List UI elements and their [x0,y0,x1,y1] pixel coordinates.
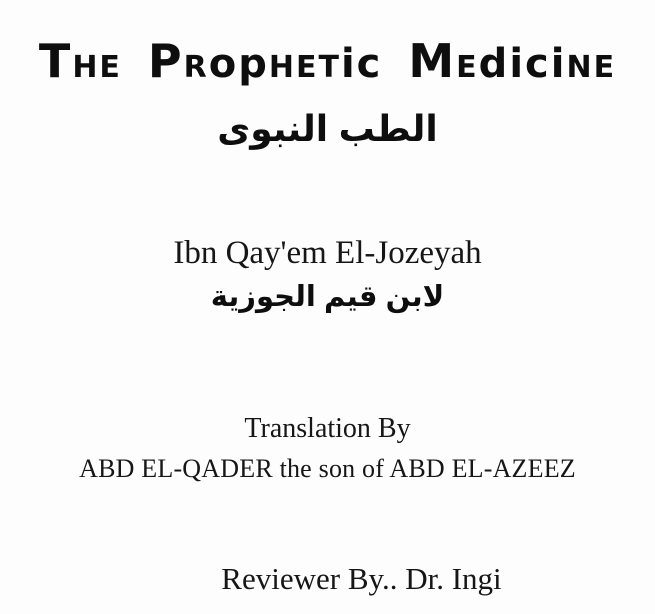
translator-name: ABD EL-QADER the son of ABD EL-AZEEZ [79,454,576,483]
title-letter: M [408,34,457,88]
title-word [147,34,383,88]
title-letter: E [593,50,617,85]
title-letter: i [509,41,526,87]
title-word [408,34,617,88]
title-letter: R [183,50,209,85]
title-letter: o [208,41,239,87]
title-letter: c [356,41,383,87]
title-letter: i [550,41,567,87]
title-letter: E [99,50,122,85]
title-letter: T [38,34,73,88]
title-letter: p [238,41,269,87]
title-letter: c [525,41,551,87]
book-title-english [0,34,655,88]
title-letter: T [318,50,341,85]
title-letter: i [340,41,357,87]
title-letter: H [268,50,296,85]
author-name-english: Ibn Qay'em El-Jozeyah [173,235,482,271]
title-letter: P [147,34,184,88]
title-letter: E [295,50,319,85]
title-letter: d [478,41,510,87]
title-word [38,34,122,88]
reviewer-line: Reviewer By.. Dr. Ingi [221,561,502,596]
book-title-arabic: الطب النبوى [217,109,438,150]
title-letter: E [456,50,479,85]
translation-heading: Translation By [244,413,411,444]
author-name-arabic: لابن قيم الجوزية [210,279,445,313]
title-letter: H [72,50,100,85]
title-letter: N [566,50,594,85]
